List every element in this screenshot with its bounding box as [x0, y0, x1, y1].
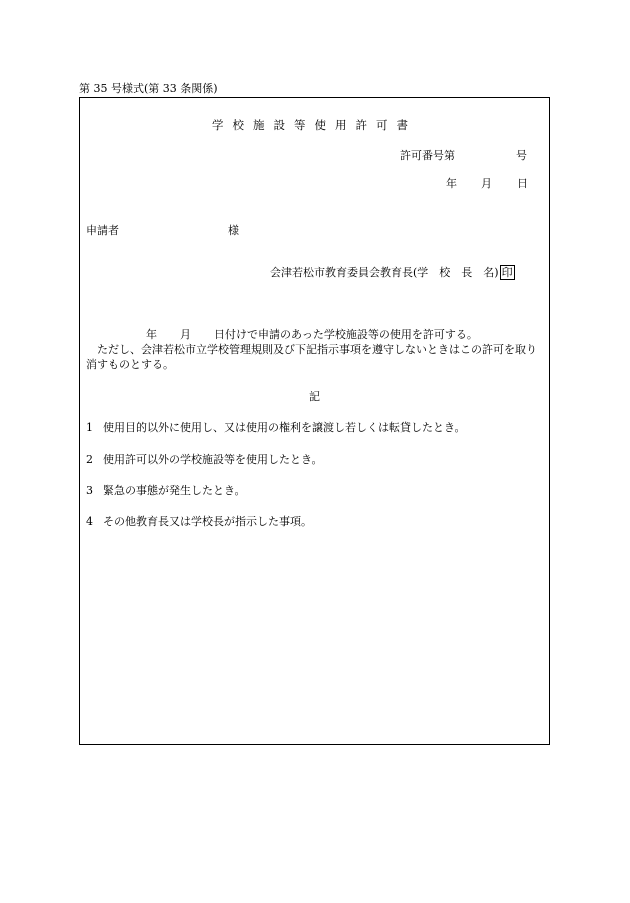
permit-form-frame — [79, 97, 550, 745]
form-number: 第 35 号様式(第 33 条関係) — [79, 82, 218, 95]
permit-number-line — [400, 147, 527, 163]
issuer-name: 会津若松市教育委員会教育長(学 校 長 名) — [270, 266, 499, 279]
item-number: 1 — [86, 421, 93, 434]
application-date-month: 月 — [180, 328, 191, 341]
instruction-item — [86, 419, 466, 435]
issue-date-day: 日 — [517, 177, 528, 190]
seal-mark: 印 — [501, 266, 513, 279]
applicant-honorific: 様 — [228, 224, 239, 237]
item-number: 2 — [86, 453, 93, 466]
approval-statement: 日付けで申請のあった学校施設等の使用を許可する。 — [214, 328, 478, 341]
issuer-line — [270, 264, 515, 280]
ki-heading: 記 — [309, 390, 320, 403]
application-date-year: 年 — [146, 328, 157, 341]
instruction-item — [86, 451, 323, 467]
applicant-label: 申請者 — [86, 224, 119, 237]
applicant-line — [86, 222, 239, 238]
instruction-item — [86, 482, 246, 498]
item-number: 4 — [86, 515, 93, 528]
item-number: 3 — [86, 484, 93, 497]
approval-condition: ただし、会津若松市立学校管理規則及び下記指示事項を遵守しないときはこの許可を取り消すものとする。 — [86, 343, 537, 371]
item-text: その他教育長又は学校長が指示した事項。 — [103, 515, 312, 528]
item-text: 緊急の事態が発生したとき。 — [103, 484, 246, 497]
permit-number-suffix: 号 — [516, 149, 527, 162]
issue-date-month: 月 — [481, 177, 492, 190]
item-text: 使用目的以外に使用し、又は使用の権利を譲渡し若しくは転貸したとき。 — [103, 421, 466, 434]
document-title: 学校施設等使用許可書 — [212, 118, 417, 132]
issue-date-year: 年 — [446, 177, 457, 190]
instruction-item — [86, 513, 312, 529]
permit-number-label: 許可番号第 — [400, 149, 455, 162]
item-text: 使用許可以外の学校施設等を使用したとき。 — [103, 453, 323, 466]
